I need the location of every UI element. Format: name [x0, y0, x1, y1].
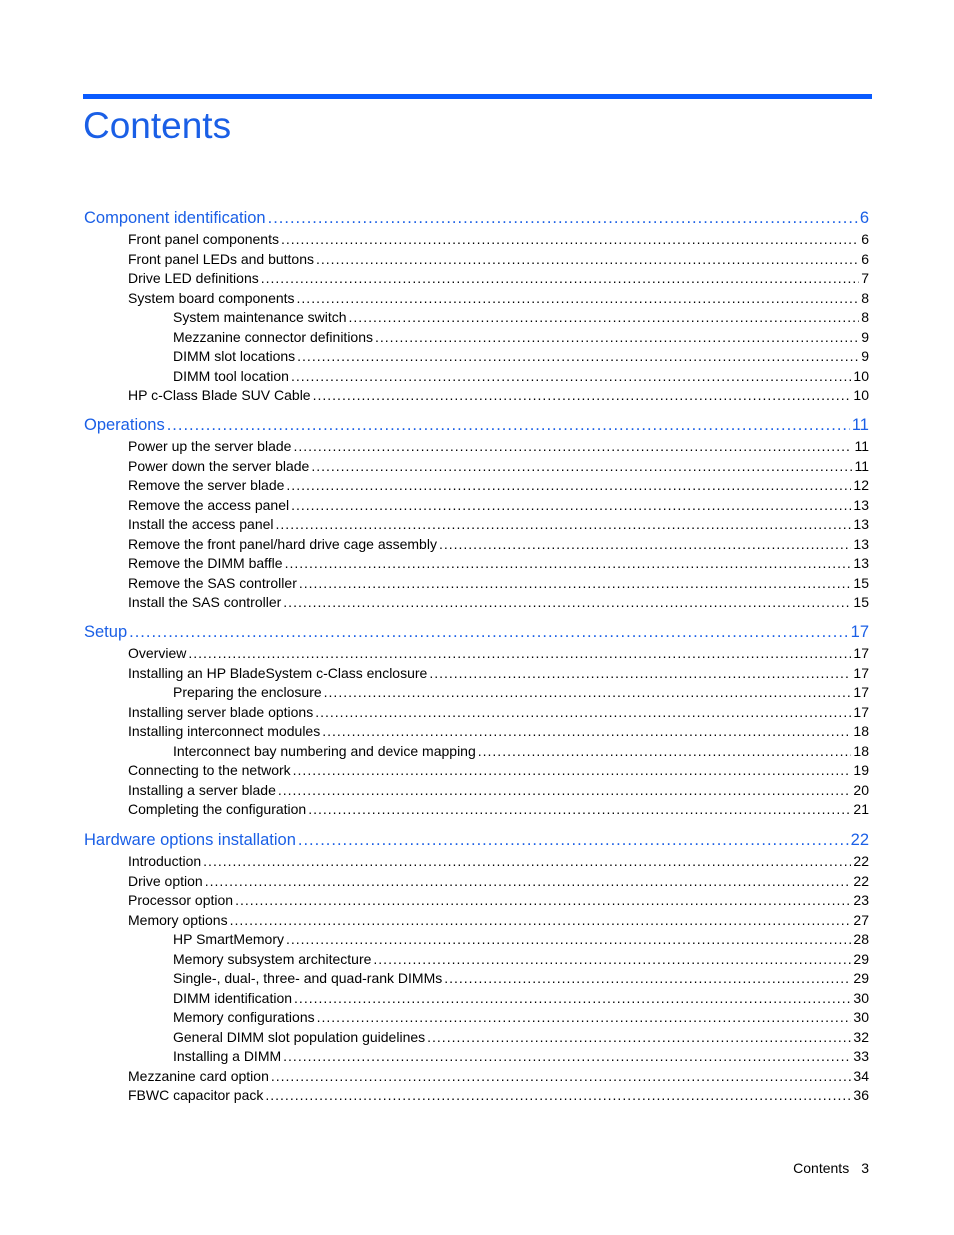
toc-section-link[interactable]	[84, 208, 869, 228]
toc-entry-label: Drive option	[128, 872, 203, 889]
toc-entry-link[interactable]	[173, 328, 869, 346]
toc-entry-link[interactable]	[128, 230, 869, 248]
toc-entry-link[interactable]	[128, 437, 869, 455]
toc-entry-link[interactable]	[128, 722, 869, 740]
toc-dot-leader	[297, 347, 859, 365]
toc-dot-leader	[297, 289, 860, 307]
toc-entry-label: Remove the front panel/hard drive cage assembly	[128, 535, 437, 552]
toc-entry-label: Setup	[84, 623, 128, 641]
toc-entry-link[interactable]	[128, 1086, 869, 1104]
toc-entry-label: Front panel LEDs and buttons	[128, 250, 315, 267]
toc-entry-link[interactable]	[128, 781, 869, 799]
toc-entry-label: Introduction	[128, 853, 202, 869]
toc-entry-link[interactable]	[128, 269, 869, 287]
toc-entry-link[interactable]	[128, 872, 869, 890]
toc-page-number: 22	[853, 853, 869, 869]
toc-dot-leader	[235, 891, 851, 909]
toc-section-link[interactable]	[84, 830, 869, 850]
toc-section-link[interactable]	[84, 415, 869, 435]
toc-page-number: 17	[853, 703, 869, 720]
toc-dot-leader	[167, 415, 850, 435]
toc-entry-label: Front panel components	[128, 231, 279, 247]
toc-dot-leader	[230, 911, 852, 929]
toc-dot-leader	[283, 593, 851, 611]
toc-entry-label: Remove the access panel	[128, 496, 290, 513]
toc-entry-link[interactable]	[173, 367, 869, 385]
toc-page-number: 10	[853, 387, 869, 403]
toc-entry-label: Installing a DIMM	[173, 1048, 282, 1064]
toc-page-number: 29	[853, 950, 869, 967]
toc-dot-leader	[286, 930, 851, 948]
toc-dot-leader	[308, 800, 851, 818]
toc-entry-label: Hardware options installation	[84, 831, 296, 849]
toc-page-number: 33	[853, 1048, 869, 1064]
toc-section-link[interactable]	[84, 622, 869, 642]
toc-page-number: 13	[853, 555, 869, 571]
toc-entry-label: Operations	[84, 416, 165, 434]
toc-entry-label: Remove the DIMM baffle	[128, 555, 283, 571]
toc-dot-leader	[299, 574, 852, 592]
toc-page-number: 8	[861, 289, 869, 306]
toc-entry-link[interactable]	[128, 574, 869, 592]
toc-page-number: 13	[853, 516, 869, 532]
toc-entry-label: Installing server blade options	[128, 703, 314, 720]
toc-entry-link[interactable]	[128, 476, 869, 494]
toc-page-number: 15	[853, 574, 869, 591]
toc-dot-leader	[293, 437, 852, 455]
toc-page-number: 30	[853, 989, 869, 1006]
toc-entry-label: Single-, dual-, three- and quad-rank DIMMs	[173, 970, 443, 986]
toc-page-number: 6	[861, 231, 869, 247]
toc-page-number: 17	[853, 664, 869, 681]
toc-entry-label: Interconnect bay numbering and device mapping	[173, 742, 476, 759]
toc-entry-link[interactable]	[128, 911, 869, 929]
toc-page-number: 6	[859, 209, 869, 227]
toc-dot-leader	[294, 989, 851, 1007]
toc-page-number: 12	[853, 477, 869, 493]
toc-dot-leader	[311, 457, 852, 475]
toc-entry-label: Mezzanine card option	[128, 1067, 269, 1084]
toc-dot-leader	[203, 852, 851, 870]
footer-section: Contents	[793, 1160, 850, 1176]
toc-entry-link[interactable]	[128, 496, 869, 514]
toc-dot-leader	[478, 742, 852, 760]
toc-entry-label: Remove the server blade	[128, 477, 285, 493]
toc-dot-leader	[291, 367, 851, 385]
toc-page-number: 7	[861, 270, 869, 286]
toc-page-number: 36	[853, 1087, 869, 1103]
toc-entry-label: Memory subsystem architecture	[173, 950, 372, 967]
toc-entry-label: System maintenance switch	[173, 309, 347, 325]
toc-entry-link[interactable]	[128, 852, 869, 870]
toc-entry-label: Preparing the enclosure	[173, 684, 322, 700]
toc-entry-label: Installing a server blade	[128, 781, 276, 798]
toc-page-number: 22	[853, 872, 869, 889]
toc-page-number: 30	[853, 1009, 869, 1025]
toc-page-number: 34	[853, 1067, 869, 1084]
toc-page-number: 17	[853, 645, 869, 661]
toc-page-number: 22	[850, 831, 869, 849]
toc-entry-link[interactable]	[128, 289, 869, 307]
toc-page-number: 28	[853, 931, 869, 947]
toc-dot-leader	[429, 664, 851, 682]
toc-dot-leader	[291, 496, 851, 514]
toc-entry-label: DIMM tool location	[173, 367, 289, 384]
toc-entry-label: Connecting to the network	[128, 762, 291, 778]
toc-entry-link[interactable]	[173, 969, 869, 987]
toc-entry-link[interactable]	[128, 554, 869, 572]
toc-dot-leader	[322, 722, 851, 740]
toc-entry-link[interactable]	[128, 761, 869, 779]
toc-dot-leader	[261, 269, 859, 287]
toc-entry-link[interactable]	[128, 703, 869, 721]
toc-entry-label: Power up the server blade	[128, 438, 292, 454]
toc-entry-link[interactable]	[173, 930, 869, 948]
toc-page-number: 18	[853, 723, 869, 739]
toc-page-number: 11	[851, 416, 869, 434]
toc-entry-label: Install the SAS controller	[128, 594, 282, 610]
toc-entry-link[interactable]	[173, 683, 869, 701]
toc-entry-label: General DIMM slot population guidelines	[173, 1028, 426, 1045]
toc-dot-leader	[129, 622, 849, 642]
toc-entry-label: System board components	[128, 289, 295, 306]
page-footer	[793, 1159, 869, 1177]
toc-entry-label: DIMM slot locations	[173, 348, 296, 364]
toc-dot-leader	[375, 328, 859, 346]
toc-dot-leader	[349, 308, 860, 326]
toc-dot-leader	[271, 1067, 852, 1085]
toc-dot-leader	[265, 1086, 851, 1104]
toc-entry-link[interactable]	[173, 742, 869, 760]
toc-page-number: 20	[853, 781, 869, 798]
toc-dot-leader	[285, 554, 852, 572]
toc-page-number: 23	[853, 892, 869, 908]
toc-page-number: 11	[854, 438, 869, 454]
footer-page-number: 3	[861, 1160, 869, 1176]
toc-page-number: 8	[861, 309, 869, 325]
toc-entry-link[interactable]	[128, 457, 869, 475]
toc-entry-link[interactable]	[128, 593, 869, 611]
toc-entry-label: Completing the configuration	[128, 801, 307, 817]
toc-dot-leader	[298, 830, 849, 850]
toc-entry-label: Installing interconnect modules	[128, 723, 321, 739]
toc-page-number: 21	[853, 801, 869, 817]
toc-dot-leader	[283, 1047, 851, 1065]
toc-page-number: 6	[861, 250, 869, 267]
toc-dot-leader	[315, 703, 851, 721]
toc-entry-link[interactable]	[173, 989, 869, 1007]
toc-page-number: 29	[853, 970, 869, 986]
toc-dot-leader	[188, 644, 851, 662]
toc-dot-leader	[427, 1028, 851, 1046]
toc-page-number: 13	[853, 496, 869, 513]
toc-entry-link[interactable]	[128, 515, 869, 533]
toc-entry-label: Processor option	[128, 892, 234, 908]
toc-dot-leader	[276, 515, 852, 533]
toc-entry-link[interactable]	[128, 664, 869, 682]
toc-entry-link[interactable]	[173, 347, 869, 365]
toc-entry-link[interactable]	[128, 891, 869, 909]
toc-entry-label: Installing an HP BladeSystem c-Class enclosure	[128, 664, 428, 681]
toc-entry-label: HP c-Class Blade SUV Cable	[128, 387, 311, 403]
toc-entry-link[interactable]	[173, 1008, 869, 1026]
toc-entry-link[interactable]	[173, 950, 869, 968]
toc-dot-leader	[281, 230, 859, 248]
toc-page-number: 15	[853, 594, 869, 610]
toc-entry-link[interactable]	[128, 250, 869, 268]
toc-entry-link[interactable]	[128, 644, 869, 662]
toc-entry-label: Remove the SAS controller	[128, 574, 297, 591]
toc-dot-leader	[286, 476, 851, 494]
toc-page-number: 32	[853, 1028, 869, 1045]
toc-page-number: 27	[853, 911, 869, 928]
toc-page-number: 19	[853, 762, 869, 778]
toc-dot-leader	[205, 872, 852, 890]
toc-entry-label: Memory configurations	[173, 1009, 315, 1025]
page-title: Contents	[83, 105, 232, 146]
toc-page-number: 9	[861, 328, 869, 345]
toc-dot-leader	[316, 250, 859, 268]
toc-page-number: 11	[854, 457, 869, 474]
toc-entry-label: Overview	[128, 645, 187, 661]
toc-page-number: 17	[850, 623, 869, 641]
toc-entry-label: FBWC capacitor pack	[128, 1087, 264, 1103]
toc-dot-leader	[324, 683, 852, 701]
toc-entry-label: Mezzanine connector definitions	[173, 328, 374, 345]
toc-dot-leader	[317, 1008, 852, 1026]
toc-entry-label: HP SmartMemory	[173, 931, 284, 947]
toc-entry-link[interactable]	[173, 1028, 869, 1046]
toc-entry-label: DIMM identification	[173, 989, 293, 1006]
toc-dot-leader	[439, 535, 851, 553]
toc-dot-leader	[444, 969, 851, 987]
toc-entry-label: Power down the server blade	[128, 457, 310, 474]
toc-entry-link[interactable]	[128, 800, 869, 818]
toc-page-number: 18	[853, 742, 869, 759]
toc-dot-leader	[268, 208, 858, 228]
toc-entry-link[interactable]	[173, 1047, 869, 1065]
toc-page-number: 9	[861, 348, 869, 364]
toc-dot-leader	[373, 950, 851, 968]
toc-entry-label: Component identification	[84, 209, 266, 227]
toc-dot-leader	[278, 781, 852, 799]
toc-entry-link[interactable]	[173, 308, 869, 326]
toc-entry-label: Memory options	[128, 911, 228, 928]
toc-page-number: 13	[853, 535, 869, 552]
toc-dot-leader	[293, 761, 852, 779]
toc-entry-label: Drive LED definitions	[128, 270, 259, 286]
toc-page-number: 17	[853, 684, 869, 700]
toc-entry-link[interactable]	[128, 386, 869, 404]
toc-entry-link[interactable]	[128, 535, 869, 553]
toc-page-number: 10	[853, 367, 869, 384]
toc-entry-label: Install the access panel	[128, 516, 274, 532]
toc-entry-link[interactable]	[128, 1067, 869, 1085]
toc-dot-leader	[313, 386, 852, 404]
